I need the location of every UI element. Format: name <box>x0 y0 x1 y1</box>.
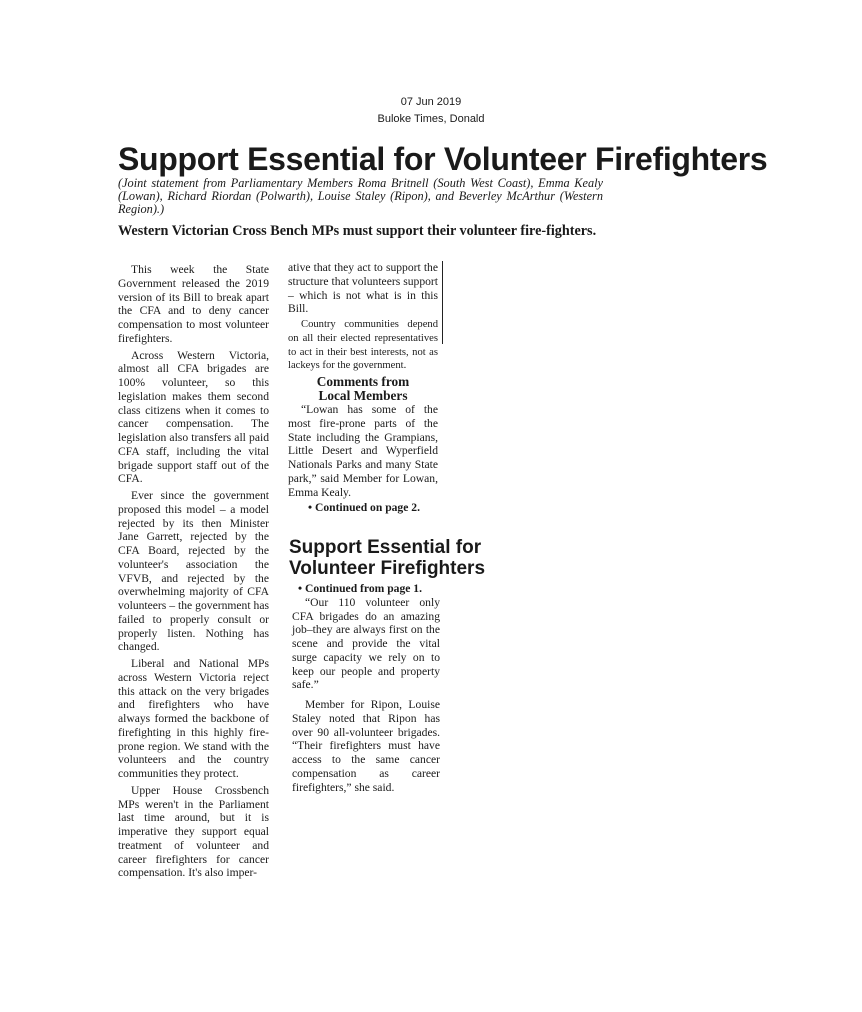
publication-date: 07 Jun 2019 <box>400 96 462 108</box>
article-column-3 <box>292 582 440 794</box>
continued-on-note: • Continued on page 2. <box>308 501 420 515</box>
paragraph: This week the State Government released the 2019 version of its Bill to break apart the CFA and to deny cancer compensation to most volunteer firefighters. <box>118 263 269 345</box>
paragraph: ative that they act to support the structure that volunteers support – which is not what is in this Bill. <box>288 261 438 316</box>
comments-title-line-2: Local Members <box>318 388 408 403</box>
article-column-1 <box>118 263 269 880</box>
article-headline: Support Essential for Volunteer Firefighters <box>118 141 768 177</box>
paragraph: Member for Ripon, Louise Staley noted that Ripon has over 90 all-volunteer brigades. “Their firefighters must have access to the same cancer compensation as career firefighters,” she said. <box>292 698 440 794</box>
paragraph: “Our 110 volunteer only CFA brigades do an amazing job–they are always first on the scene and provide the vital surge capacity we rely on to keep our people and property safe.” <box>292 595 440 692</box>
article-subhead: Western Victorian Cross Bench MPs must support their volunteer fire-fighters. <box>118 223 597 239</box>
continued-from-note: • Continued from page 1. <box>298 582 422 595</box>
paragraph: “Lowan has some of the most fire-prone parts of the State including the Grampians, Little Desert and Wyperfield Nationals Parks and many State park,” said Member for Lowan, Emma Kealy. <box>288 403 438 499</box>
paragraph: Country communities depend on all their elected representatives to act in their best interests, not as lackeys for the government. <box>288 319 438 372</box>
column-rule <box>442 261 443 344</box>
paragraph: Upper House Crossbench MPs weren't in the Parliament last time around, but it is imperative they support equal treatment of volunteer and career firefighters for cancer compensation. It's also imper- <box>118 783 269 880</box>
article-column-2 <box>288 261 438 515</box>
section-headline: Support Essential for Volunteer Firefighters <box>289 537 486 579</box>
paragraph: Liberal and National MPs across Western Victoria reject this attack on the very brigades and firefighters who have always formed the backbone of firefighting in this highly fire-prone region. We stand with the volunteers and the country communities they protect. <box>118 657 269 780</box>
comments-title-line-1: Comments from <box>316 374 410 389</box>
paragraph: Ever since the government proposed this model – a model rejected by its then Minister Jane Garrett, rejected by the CFA Board, rejected by the volunteer's association the VFVB, and rejected by the overwhelming majority of CFA volunteers – the government has failed to properly consult or properly listen. Nothing has changed. <box>118 489 269 654</box>
article-byline: (Joint statement from Parliamentary Members Roma Britnell (South West Coast), Emma Kealy (Lowan), Richard Riordan (Polwarth), Louise Staley (Ripon), and Beverley McArthur (Western Region).) <box>118 176 603 216</box>
paragraph: Across Western Victoria, almost all CFA brigades are 100% volunteer, so this legislation makes them second class citizens when it comes to cancer compensation. The legislation also transfers all paid CFA staff, including the vital brigade support staff out of the CFA. <box>118 348 269 486</box>
publication-name: Buloke Times, Donald <box>377 113 485 125</box>
